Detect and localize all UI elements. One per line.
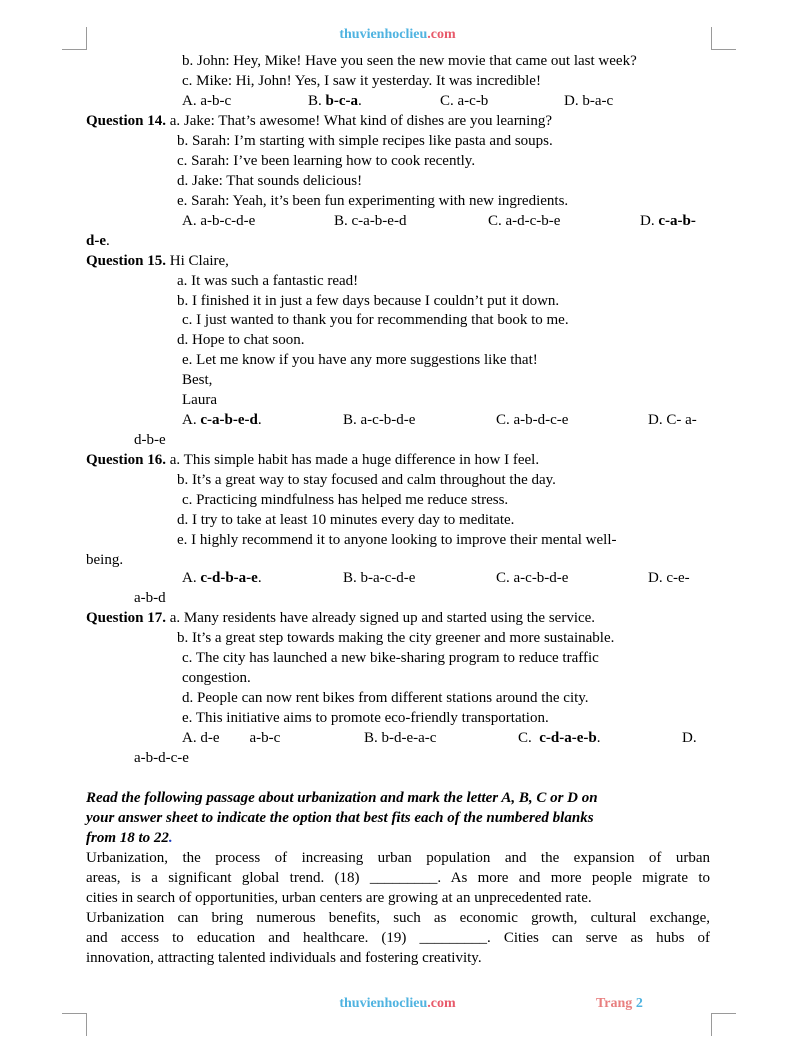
q17-line-e: e. This initiative aims to promote eco-friendly transportation. (182, 710, 549, 726)
passage-line-4: Urbanization can bring numerous benefits, such as economic growth, cultural exchange, (86, 910, 710, 926)
q16-option-a: A. c-d-b-a-e. (182, 570, 262, 586)
q14-option-d: D. c-a-b- (640, 213, 696, 229)
q14-option-b: B. c-a-b-e-d (334, 213, 407, 229)
q15-line-d: d. Hope to chat soon. (177, 332, 305, 348)
q15-line-e: e. Let me know if you have any more suggestions like that! (182, 352, 538, 368)
q14-line-d: d. Jake: That sounds delicious! (177, 173, 363, 189)
q17-label: Question 17. (86, 610, 167, 626)
q15-line-c: c. I just wanted to thank you for recommending that book to me. (182, 312, 569, 328)
q15-option-d: D. C- a- (648, 412, 697, 428)
q13-option-d: D. b-a-c (564, 93, 614, 109)
q16-line-d: d. I try to take at least 10 minutes every day to meditate. (177, 512, 515, 528)
instruction-line-1: Read the following passage about urbanization and mark the letter A, B, C or D on (86, 790, 598, 806)
q17-option-d: D. (682, 730, 697, 746)
q15-option-a: A. c-a-b-e-d. (182, 412, 262, 428)
instruction-line-2: your answer sheet to indicate the option that best fits each of the numbered blanks (86, 810, 594, 826)
footer-brand: thuvienhoclieu.com (339, 996, 456, 1011)
q16-line-a: Question 16. a. This simple habit has made a huge difference in how I feel. (86, 452, 540, 468)
q14-label: Question 14. (86, 113, 167, 129)
q16-option-c: C. a-c-b-d-e (496, 570, 569, 586)
q15-line-a: a. It was such a fantastic read! (177, 273, 359, 289)
passage-line-5: and access to education and healthcare. (19) _________. Cities can serve as hubs of (86, 930, 710, 946)
q17-line-a: Question 17. a. Many residents have already signed up and started using the service. (86, 610, 596, 626)
q17-line-c-wrap: congestion. (182, 670, 251, 686)
q17-option-d-wrap: a-b-d-c-e (134, 750, 189, 766)
q15-signature: Laura (182, 392, 217, 408)
q15-option-b: B. a-c-b-d-e (343, 412, 416, 428)
passage-line-2: areas, is a significant global trend. (18) _________. As more and more people migrate to (86, 870, 710, 886)
q16-option-b: B. b-a-c-d-e (343, 570, 416, 586)
q13-line-c: c. Mike: Hi, John! Yes, I saw it yesterday. It was incredible! (182, 73, 541, 89)
q17-line-b: b. It’s a great step towards making the city greener and more sustainable. (177, 630, 615, 646)
q16-line-b: b. It’s a great way to stay focused and calm throughout the day. (177, 472, 556, 488)
header-brand: thuvienhoclieu.com (339, 27, 456, 42)
passage-line-6: innovation, attracting talented individuals and fostering creativity. (86, 950, 482, 966)
q14-line-e: e. Sarah: Yeah, it’s been fun experimenting with new ingredients. (177, 193, 569, 209)
q17-option-c: C. c-d-a-e-b. (518, 730, 601, 746)
q15-option-c: C. a-b-d-c-e (496, 412, 569, 428)
q15-greeting: Question 15. Hi Claire, (86, 253, 229, 269)
q14-line-b: b. Sarah: I’m starting with simple recipes like pasta and soups. (177, 133, 553, 149)
q13-option-c: C. a-c-b (440, 93, 489, 109)
q14-line-a: Question 14. a. Jake: That’s awesome! What kind of dishes are you learning? (86, 113, 553, 129)
q14-option-a: A. a-b-c-d-e (182, 213, 256, 229)
q15-option-d-wrap: d-b-e (134, 432, 166, 448)
q16-line-e-wrap: being. (86, 552, 124, 568)
q16-line-c: c. Practicing mindfulness has helped me reduce stress. (182, 492, 509, 508)
crop-mark-bottom-left (62, 1013, 87, 1036)
q14-line-c: c. Sarah: I’ve been learning how to cook recently. (177, 153, 476, 169)
q16-option-d: D. c-e- (648, 570, 690, 586)
page-number: Trang 2 (596, 996, 643, 1011)
q15-closing: Best, (182, 372, 213, 388)
crop-mark-bottom-right (711, 1013, 736, 1036)
q15-line-b: b. I finished it in just a few days because I couldn’t put it down. (177, 293, 560, 309)
passage-line-3: cities in search of opportunities, urban centers are growing at an unprecedented rate. (86, 890, 592, 906)
q16-line-e: e. I highly recommend it to anyone looking to improve their mental well- (177, 532, 617, 548)
q13-line-b: b. John: Hey, Mike! Have you seen the new movie that came out last week? (182, 53, 637, 69)
q15-label: Question 15. (86, 253, 167, 269)
q13-option-b: B. b-c-a. (308, 93, 362, 109)
q17-option-a: A. d-e a-b-c (182, 730, 281, 746)
passage-line-1: Urbanization, the process of increasing urban population and the expansion of urban (86, 850, 710, 866)
q17-line-d: d. People can now rent bikes from different stations around the city. (182, 690, 589, 706)
q17-option-b: B. b-d-e-a-c (364, 730, 437, 746)
instruction-line-3: from 18 to 22. (86, 830, 173, 846)
q17-line-c: c. The city has launched a new bike-sharing program to reduce traffic (182, 650, 599, 666)
q14-option-c: C. a-d-c-b-e (488, 213, 561, 229)
q14-option-d-wrap: d-e. (86, 233, 110, 249)
q16-label: Question 16. (86, 452, 167, 468)
q16-option-d-wrap: a-b-d (134, 590, 166, 606)
q13-option-a: A. a-b-c (182, 93, 232, 109)
